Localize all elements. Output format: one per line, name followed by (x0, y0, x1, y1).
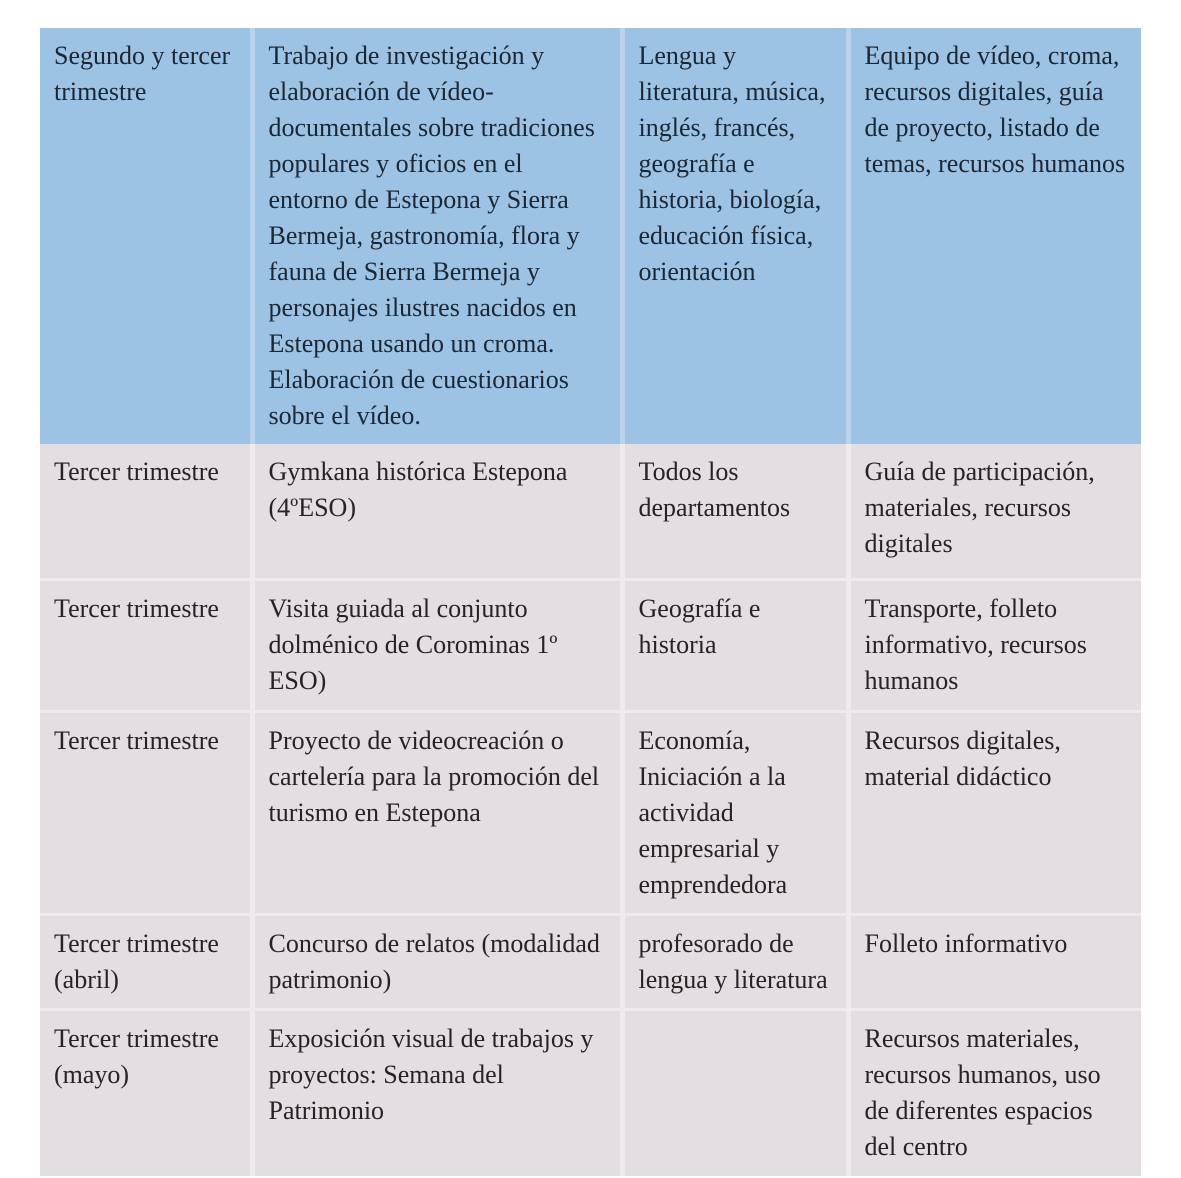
cell-activity: Gymkana histórica Estepona (4ºESO) (252, 444, 622, 579)
table-row (40, 711, 1141, 914)
cell-period: Tercer trimestre (abril) (40, 914, 252, 1009)
cell-departments: Geografía e historia (622, 579, 848, 711)
cell-period: Tercer trimestre (40, 711, 252, 914)
cell-departments: Lengua y literatura, música, inglés, francés, geografía e historia, biología, educación física, orientación (622, 28, 848, 444)
cell-departments (622, 1009, 848, 1176)
cell-period: Segundo y tercer trimestre (40, 28, 252, 444)
cell-activity: Concurso de relatos (modalidad patrimonio) (252, 914, 622, 1009)
cell-resources: Recursos materiales, recursos humanos, uso de diferentes espacios del centro (848, 1009, 1141, 1176)
table-row (40, 1009, 1141, 1176)
cell-departments: Todos los departamentos (622, 444, 848, 579)
cell-period: Tercer trimestre (40, 444, 252, 579)
cell-activity: Exposición visual de trabajos y proyectos: Semana del Patrimonio (252, 1009, 622, 1176)
table-row (40, 444, 1141, 579)
cell-departments: Economía, Iniciación a la actividad empresarial y emprendedora (622, 711, 848, 914)
cell-activity: Proyecto de videocreación o cartelería para la promoción del turismo en Estepona (252, 711, 622, 914)
activities-schedule-table (40, 28, 1141, 1176)
cell-departments: profesorado de lengua y literatura (622, 914, 848, 1009)
cell-resources: Folleto informativo (848, 914, 1141, 1009)
cell-period: Tercer trimestre (40, 579, 252, 711)
cell-activity: Visita guiada al conjunto dolménico de Corominas 1º ESO) (252, 579, 622, 711)
cell-resources: Equipo de vídeo, croma, recursos digitales, guía de proyecto, listado de temas, recursos humanos (848, 28, 1141, 444)
table-row (40, 914, 1141, 1009)
cell-resources: Transporte, folleto informativo, recursos humanos (848, 579, 1141, 711)
cell-period: Tercer trimestre (mayo) (40, 1009, 252, 1176)
cell-resources: Recursos digitales, material didáctico (848, 711, 1141, 914)
table-row (40, 28, 1141, 444)
cell-resources: Guía de participación, materiales, recursos digitales (848, 444, 1141, 579)
table-row (40, 579, 1141, 711)
cell-activity: Trabajo de investigación y elaboración de vídeo-documentales sobre tradiciones populares y oficios en el entorno de Estepona y Sierra Bermeja, gastronomía, flora y fauna de Sierra Bermeja y personajes ilustres nacidos en Estepona usando un croma. Elaboración de cuestionarios sobre el vídeo. (252, 28, 622, 444)
